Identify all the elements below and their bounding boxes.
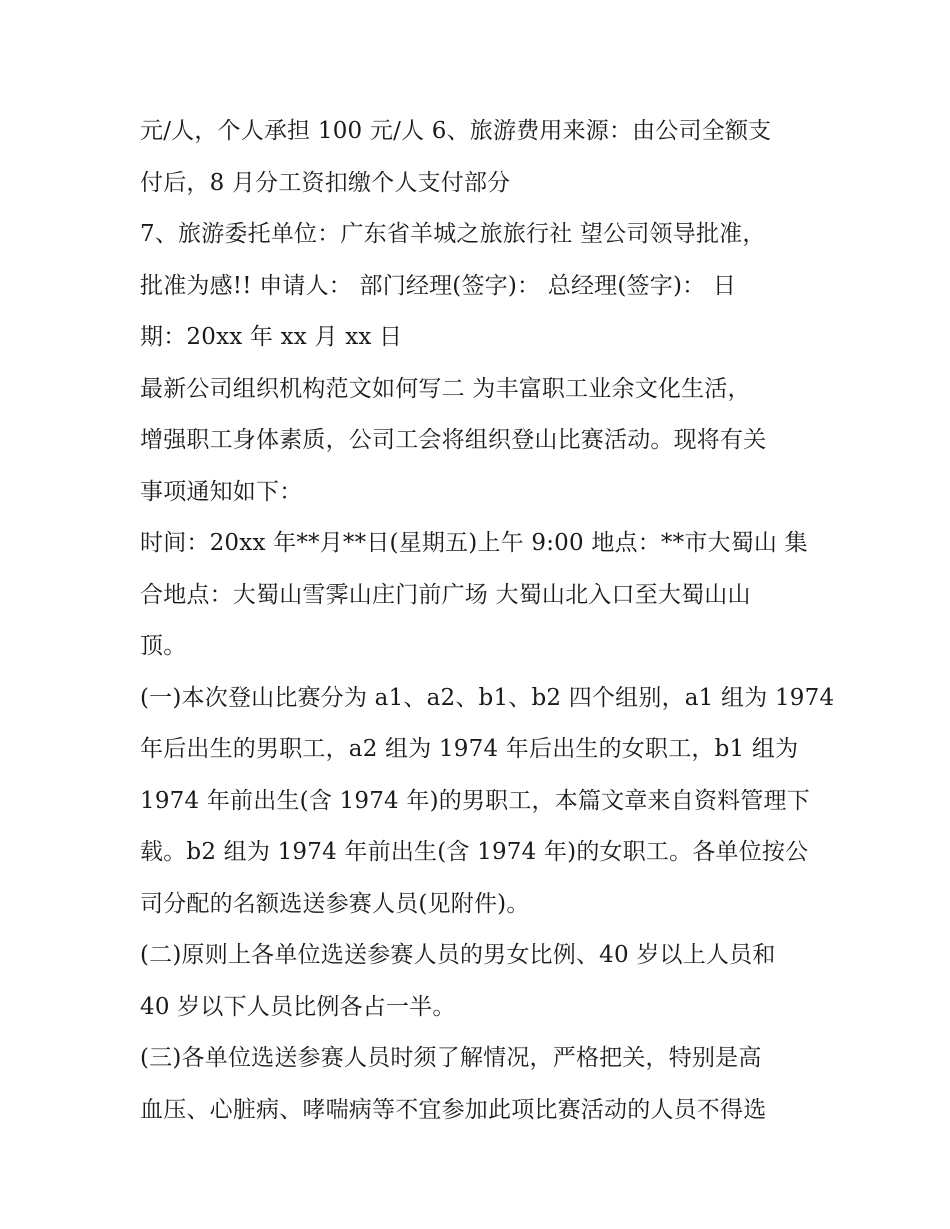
document-body bbox=[140, 106, 835, 1136]
text-line: 1974 年前出生(含 1974 年)的男职工，本篇文章来自资料管理下 bbox=[140, 787, 810, 814]
text-line: 载。b2 组为 1974 年前出生(含 1974 年)的女职工。各单位按公 bbox=[140, 839, 809, 865]
text-line: 时间：20xx 年**月**日(星期五)上午 9:00 地点：**市大蜀山 集 bbox=[140, 530, 808, 556]
text-line: 7、旅游委托单位：广东省羊城之旅旅行社 望公司领导批准， bbox=[140, 221, 766, 247]
text-line: (一)本次登山比赛分为 a1、a2、b1、b2 四个组别，a1 组为 1974 bbox=[140, 684, 835, 711]
section-heading-line: 最新公司组织机构范文如何写二 为丰富职工业余文化生活， bbox=[140, 375, 751, 402]
text-line: 批准为感!! 申请人： 部门经理(签字)： 总经理(签字)： 日 bbox=[140, 272, 737, 299]
text-line: 合地点：大蜀山雪霁山庄门前广场 大蜀山北入口至大蜀山山 bbox=[140, 581, 751, 608]
text-line: (二)原则上各单位选送参赛人员的男女比例、40 岁以上人员和 bbox=[140, 942, 776, 968]
text-line: 付后，8 月分工资扣缴个人支付部分 bbox=[140, 169, 511, 196]
text-line: 顶。 bbox=[140, 633, 187, 659]
text-line: 年后出生的男职工，a2 组为 1974 年后出生的女职工，b1 组为 bbox=[140, 736, 799, 762]
text-line: 血压、心脏病、哮喘病等不宜参加此项比赛活动的人员不得选 bbox=[140, 1096, 767, 1123]
text-line: 司分配的名额选送参赛人员(见附件)。 bbox=[140, 890, 530, 917]
text-line: 40 岁以下人员比例各占一半。 bbox=[140, 993, 456, 1020]
text-line: 事项通知如下： bbox=[140, 478, 303, 505]
text-line: (三)各单位选送参赛人员时须了解情况，严格把关，特别是高 bbox=[140, 1045, 762, 1071]
text-line: 元/人，个人承担 100 元/人 6、旅游费用来源：由公司全额支 bbox=[140, 118, 772, 144]
text-line: 期：20xx 年 xx 月 xx 日 bbox=[140, 324, 403, 350]
text-line: 增强职工身体素质，公司工会将组织登山比赛活动。现将有关 bbox=[140, 427, 767, 453]
